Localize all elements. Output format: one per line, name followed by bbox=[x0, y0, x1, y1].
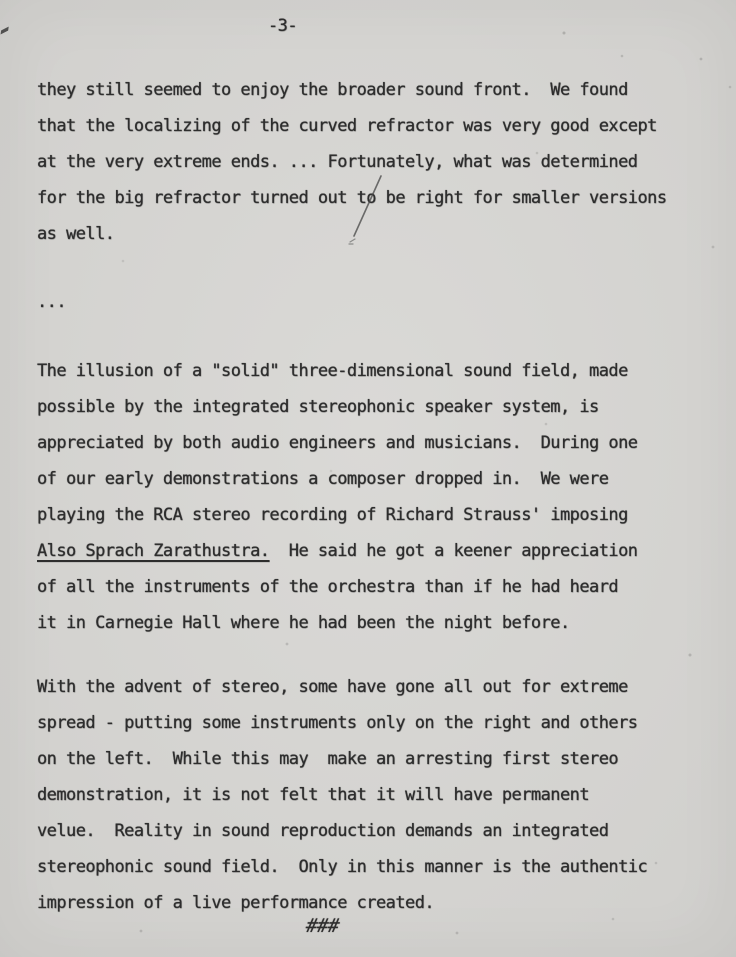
text-line: playing the RCA stereo recording of Richard Strauss' imposing bbox=[37, 505, 628, 525]
paragraph bbox=[37, 72, 706, 252]
text-line: at the very extreme ends. ... Fortunately, what was determined bbox=[37, 152, 638, 172]
paragraph bbox=[37, 669, 706, 921]
underlined-title: Also Sprach Zarathustra. bbox=[37, 541, 270, 561]
text-line: demonstration, it is not felt that it will have permanent bbox=[37, 785, 590, 805]
text-line: of all the instruments of the orchestra than if he had heard bbox=[37, 577, 619, 597]
scan-noise-speckles bbox=[0, 0, 2, 2]
text-line: of our early demonstrations a composer dropped in. We were bbox=[37, 469, 609, 489]
paragraph bbox=[37, 284, 706, 320]
text-line: it in Carnegie Hall where he had been the night before. bbox=[37, 613, 570, 633]
text-line: spread - putting some instruments only on the right and others bbox=[37, 713, 638, 733]
text-line: The illusion of a "solid" three-dimensional sound field, made bbox=[37, 361, 628, 381]
end-of-document-mark: ### bbox=[304, 915, 341, 937]
text-line: on the left. While this may make an arresting first stereo bbox=[37, 749, 619, 769]
text-line: as well. bbox=[37, 224, 115, 244]
text-line: velue. Reality in sound reproduction demands an integrated bbox=[37, 821, 609, 841]
corner-ink-mark bbox=[0, 26, 8, 38]
text-segment: He said he got a keener appreciation bbox=[269, 541, 638, 561]
page-number: -3- bbox=[268, 16, 298, 36]
paragraph bbox=[37, 353, 706, 641]
text-line: possible by the integrated stereophonic speaker system, is bbox=[37, 397, 599, 417]
text-line: for the big refractor turned out to be right for smaller versions bbox=[37, 188, 667, 208]
text-line: appreciated by both audio engineers and musicians. During one bbox=[37, 433, 638, 453]
text-line: that the localizing of the curved refractor was very good except bbox=[37, 116, 657, 136]
text-line: impression of a live performance created. bbox=[37, 893, 435, 913]
text-line: stereophonic sound field. Only in this manner is the authentic bbox=[37, 857, 648, 877]
text-line: they still seemed to enjoy the broader sound front. We found bbox=[37, 80, 628, 100]
text-line: ... bbox=[37, 292, 67, 312]
text-line: With the advent of stereo, some have gone all out for extreme bbox=[37, 677, 628, 697]
text-line bbox=[37, 533, 706, 569]
